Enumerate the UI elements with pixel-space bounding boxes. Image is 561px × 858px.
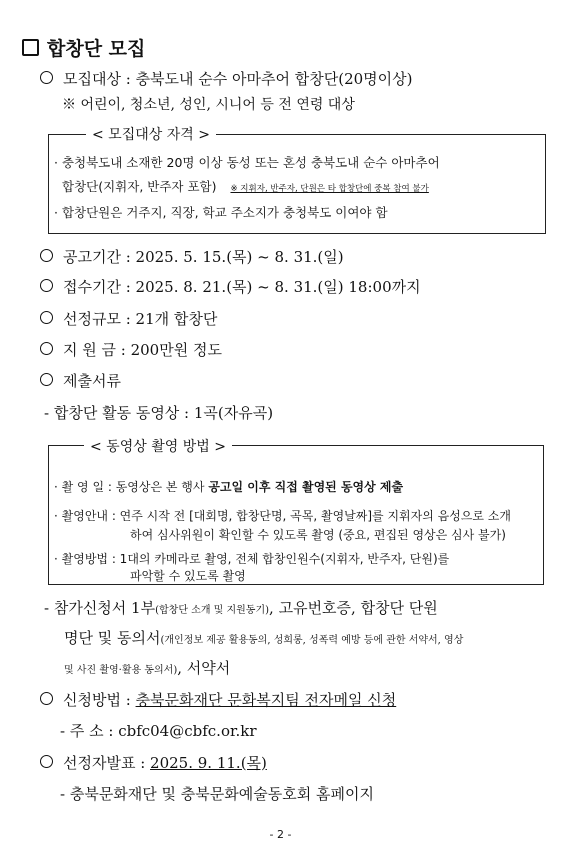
video-guide: · 촬영안내 : 연주 시작 전 [대회명, 합창단명, 곡목, 촬영날짜]를 지휘자의 음성으로 소개 [54,509,511,523]
eligibility-item-2: · 합창단원은 거주지, 직장, 학교 주소지가 충청북도 이여야 함 [54,205,388,220]
eligibility-note: ※ 지휘자, 반주자, 단원은 타 합창단에 중복 참여 불가 [230,184,429,194]
receipt-period: 접수기간 : 2025. 8. 21.(목) ~ 8. 31.(일) 18:00까지 [40,276,421,297]
documents-title: 제출서류 [40,370,121,391]
eligibility-heading: < 모집대상 자격 > [86,124,216,144]
target-note: ※ 어린이, 청소년, 성인, 시니어 등 전 연령 대상 [62,97,355,113]
video-method-heading: < 동영상 촬영 방법 > [84,436,232,456]
support-amount: 지 원 금 : 200만원 정도 [40,339,222,360]
video-method: · 촬영방법 : 1대의 카메라로 촬영, 전체 합창인원수(지휘자, 반주자, 단원)를 [54,552,450,566]
circle-bullet-icon [40,692,53,705]
application-line-2: 명단 및 동의서(개인정보 제공 활용동의, 성희롱, 성폭력 예방 등에 관한 서약서, 영상 [64,629,464,647]
announce-period: 공고기간 : 2025. 5. 15.(목) ~ 8. 31.(일) [40,246,344,267]
page-number: - 2 - [269,828,292,841]
circle-bullet-icon [40,249,53,262]
selection-scale: 선정규모 : 21개 합창단 [40,308,217,329]
application-line-3: 및 사진 촬영·활용 동의서), 서약서 [64,659,231,677]
section-title: 합창단 모집 [22,34,145,61]
checkbox-icon [22,39,39,56]
video-shoot-date: · 촬 영 일 : 동영상은 본 행사 공고일 이후 직접 촬영된 동영상 제출 [54,480,404,494]
circle-bullet-icon [40,342,53,355]
apply-method: 신청방법 : 충북문화재단 문화복지팀 전자메일 신청 [40,689,396,710]
result-note: - 충북문화재단 및 충북문화예술동호회 홈페이지 [60,785,374,803]
circle-bullet-icon [40,71,53,84]
target-line: 모집대상 : 충북도내 순수 아마추어 합창단(20명이상) [40,68,413,89]
circle-bullet-icon [40,755,53,768]
email-address: - 주 소 : cbfc04@cbfc.or.kr [60,722,257,740]
circle-bullet-icon [40,311,53,324]
circle-bullet-icon [40,279,53,292]
circle-bullet-icon [40,373,53,386]
result-announce: 선정자발표 : 2025. 9. 11.(목) [40,752,267,773]
eligibility-item-1-cont: 합창단(지휘자, 반주자 포함) ※ 지휘자, 반주자, 단원은 타 합창단에 중복 참여 불가 [62,179,429,194]
email-link[interactable]: cbfc04@cbfc.or.kr [118,722,257,740]
application-line-1: - 참가신청서 1부(합창단 소개 및 지원동기), 고유번호증, 합창단 단원 [44,599,438,617]
eligibility-item-1: · 충청북도내 소재한 20명 이상 동성 또는 혼성 충북도내 순수 아마추어 [54,155,440,170]
documents-video: - 합창단 활동 동영상 : 1곡(자유곡) [44,404,274,422]
video-method-cont: 파악할 수 있도록 촬영 [130,569,246,583]
video-guide-cont: 하여 심사위원이 확인할 수 있도록 촬영 (중요, 편집된 영상은 심사 불가) [130,528,506,542]
